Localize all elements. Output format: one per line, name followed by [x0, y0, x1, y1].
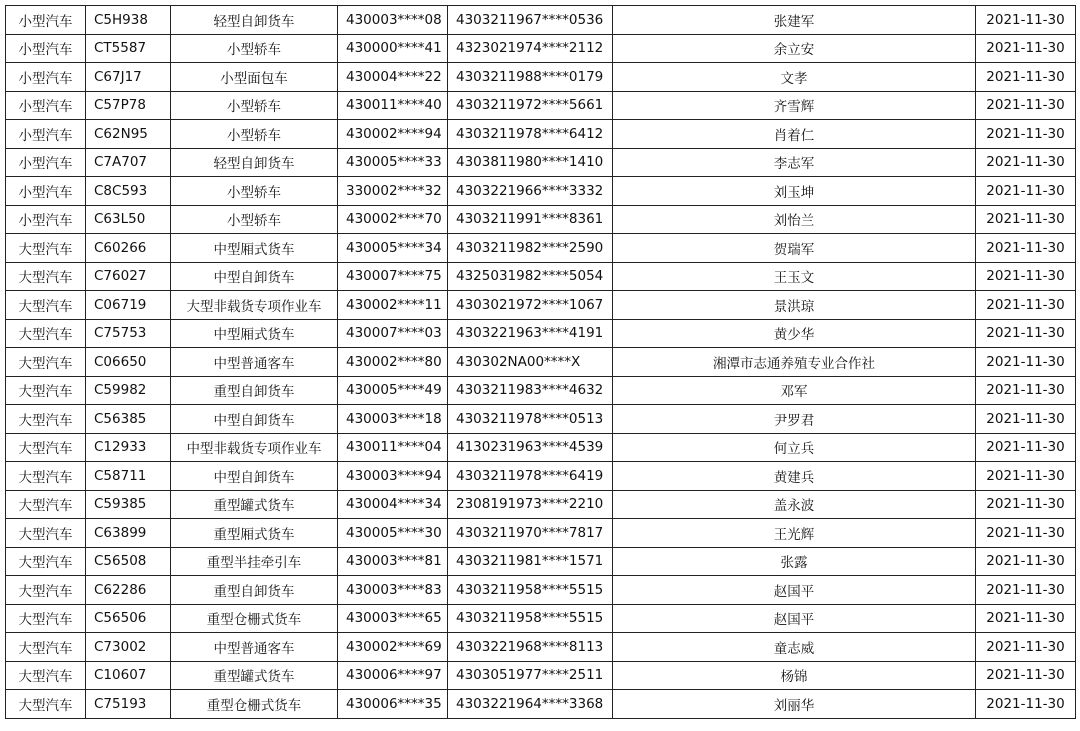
cell-id-number: 4303211967****0536	[448, 6, 613, 35]
cell-code: 430002****69	[338, 633, 448, 662]
cell-code: 430003****65	[338, 604, 448, 633]
cell-plate-number: CT5587	[86, 34, 171, 63]
cell-vehicle-type: 中型自卸货车	[171, 262, 338, 291]
cell-id-number: 4303211978****6419	[448, 462, 613, 491]
cell-vehicle-category: 大型汽车	[6, 661, 86, 690]
table-row	[6, 433, 1076, 462]
cell-owner: 刘玉坤	[613, 177, 976, 206]
cell-vehicle-type: 中型非载货专项作业车	[171, 433, 338, 462]
table-row	[6, 291, 1076, 320]
cell-date: 2021-11-30	[976, 433, 1076, 462]
cell-vehicle-type: 重型仓栅式货车	[171, 604, 338, 633]
cell-vehicle-type: 小型轿车	[171, 34, 338, 63]
table-row	[6, 519, 1076, 548]
cell-id-number: 4303211978****6412	[448, 120, 613, 149]
cell-vehicle-type: 小型轿车	[171, 91, 338, 120]
cell-vehicle-category: 大型汽车	[6, 376, 86, 405]
cell-vehicle-category: 大型汽车	[6, 234, 86, 263]
cell-date: 2021-11-30	[976, 234, 1076, 263]
cell-plate-number: C12933	[86, 433, 171, 462]
cell-id-number: 4303221966****3332	[448, 177, 613, 206]
table-row	[6, 91, 1076, 120]
cell-vehicle-category: 大型汽车	[6, 576, 86, 605]
cell-date: 2021-11-30	[976, 262, 1076, 291]
cell-vehicle-category: 小型汽车	[6, 34, 86, 63]
cell-id-number: 4303211982****2590	[448, 234, 613, 263]
cell-date: 2021-11-30	[976, 177, 1076, 206]
cell-vehicle-type: 重型罐式货车	[171, 490, 338, 519]
cell-code: 430005****30	[338, 519, 448, 548]
cell-date: 2021-11-30	[976, 63, 1076, 92]
cell-vehicle-type: 中型厢式货车	[171, 319, 338, 348]
cell-id-number: 4303211978****0513	[448, 405, 613, 434]
cell-vehicle-type: 小型轿车	[171, 177, 338, 206]
cell-vehicle-category: 大型汽车	[6, 604, 86, 633]
cell-date: 2021-11-30	[976, 291, 1076, 320]
cell-vehicle-category: 大型汽车	[6, 291, 86, 320]
cell-plate-number: C56508	[86, 547, 171, 576]
cell-vehicle-category: 大型汽车	[6, 262, 86, 291]
cell-vehicle-category: 小型汽车	[6, 63, 86, 92]
cell-id-number: 4130231963****4539	[448, 433, 613, 462]
cell-vehicle-category: 大型汽车	[6, 433, 86, 462]
cell-owner: 邓军	[613, 376, 976, 405]
table-row	[6, 148, 1076, 177]
cell-vehicle-category: 大型汽车	[6, 633, 86, 662]
cell-date: 2021-11-30	[976, 348, 1076, 377]
cell-code: 430003****18	[338, 405, 448, 434]
cell-code: 330002****32	[338, 177, 448, 206]
cell-date: 2021-11-30	[976, 462, 1076, 491]
cell-owner: 赵国平	[613, 604, 976, 633]
cell-id-number: 4303211983****4632	[448, 376, 613, 405]
cell-owner: 余立安	[613, 34, 976, 63]
cell-owner: 文孝	[613, 63, 976, 92]
cell-id-number: 4303021972****1067	[448, 291, 613, 320]
table-row	[6, 348, 1076, 377]
cell-owner: 杨锦	[613, 661, 976, 690]
cell-vehicle-category: 小型汽车	[6, 6, 86, 35]
cell-date: 2021-11-30	[976, 205, 1076, 234]
cell-plate-number: C10607	[86, 661, 171, 690]
cell-vehicle-type: 轻型自卸货车	[171, 148, 338, 177]
table-body	[6, 6, 1076, 719]
cell-vehicle-category: 大型汽车	[6, 319, 86, 348]
cell-code: 430005****33	[338, 148, 448, 177]
cell-owner: 何立兵	[613, 433, 976, 462]
cell-id-number: 2308191973****2210	[448, 490, 613, 519]
cell-code: 430003****81	[338, 547, 448, 576]
cell-code: 430004****34	[338, 490, 448, 519]
cell-vehicle-category: 小型汽车	[6, 91, 86, 120]
records-sheet	[5, 5, 1075, 719]
cell-plate-number: C59385	[86, 490, 171, 519]
cell-date: 2021-11-30	[976, 547, 1076, 576]
cell-date: 2021-11-30	[976, 576, 1076, 605]
cell-vehicle-type: 中型厢式货车	[171, 234, 338, 263]
cell-vehicle-category: 大型汽车	[6, 348, 86, 377]
cell-code: 430006****97	[338, 661, 448, 690]
table-row	[6, 177, 1076, 206]
cell-date: 2021-11-30	[976, 91, 1076, 120]
cell-plate-number: C63899	[86, 519, 171, 548]
cell-code: 430006****35	[338, 690, 448, 719]
cell-id-number: 4325031982****5054	[448, 262, 613, 291]
cell-code: 430002****80	[338, 348, 448, 377]
table-row	[6, 462, 1076, 491]
table-row	[6, 319, 1076, 348]
cell-plate-number: C5H938	[86, 6, 171, 35]
cell-date: 2021-11-30	[976, 405, 1076, 434]
cell-vehicle-type: 中型普通客车	[171, 633, 338, 662]
cell-vehicle-type: 中型普通客车	[171, 348, 338, 377]
cell-date: 2021-11-30	[976, 690, 1076, 719]
table-row	[6, 661, 1076, 690]
cell-plate-number: C62N95	[86, 120, 171, 149]
cell-vehicle-category: 小型汽车	[6, 148, 86, 177]
cell-owner: 齐雪辉	[613, 91, 976, 120]
table-row	[6, 34, 1076, 63]
cell-id-number: 4303211958****5515	[448, 604, 613, 633]
cell-plate-number: C67J17	[86, 63, 171, 92]
table-row	[6, 234, 1076, 263]
table-row	[6, 6, 1076, 35]
cell-vehicle-type: 中型自卸货车	[171, 462, 338, 491]
cell-plate-number: C06719	[86, 291, 171, 320]
cell-id-number: 4303211988****0179	[448, 63, 613, 92]
cell-id-number: 4303211991****8361	[448, 205, 613, 234]
cell-owner: 尹罗君	[613, 405, 976, 434]
cell-vehicle-type: 小型轿车	[171, 120, 338, 149]
cell-plate-number: C56506	[86, 604, 171, 633]
cell-vehicle-type: 重型厢式货车	[171, 519, 338, 548]
cell-plate-number: C7A707	[86, 148, 171, 177]
cell-code: 430002****70	[338, 205, 448, 234]
cell-plate-number: C62286	[86, 576, 171, 605]
cell-plate-number: C63L50	[86, 205, 171, 234]
cell-code: 430007****75	[338, 262, 448, 291]
table-row	[6, 205, 1076, 234]
cell-vehicle-type: 重型罐式货车	[171, 661, 338, 690]
cell-date: 2021-11-30	[976, 34, 1076, 63]
cell-id-number: 4303811980****1410	[448, 148, 613, 177]
cell-id-number: 430302NA00****X	[448, 348, 613, 377]
cell-plate-number: C58711	[86, 462, 171, 491]
cell-id-number: 4303051977****2511	[448, 661, 613, 690]
cell-owner: 张露	[613, 547, 976, 576]
cell-plate-number: C56385	[86, 405, 171, 434]
cell-plate-number: C75193	[86, 690, 171, 719]
cell-owner: 刘丽华	[613, 690, 976, 719]
cell-owner: 湘潭市志通养殖专业合作社	[613, 348, 976, 377]
cell-code: 430003****83	[338, 576, 448, 605]
cell-code: 430003****94	[338, 462, 448, 491]
cell-date: 2021-11-30	[976, 148, 1076, 177]
cell-id-number: 4323021974****2112	[448, 34, 613, 63]
cell-date: 2021-11-30	[976, 604, 1076, 633]
cell-code: 430002****11	[338, 291, 448, 320]
table-row	[6, 376, 1076, 405]
cell-vehicle-type: 大型非载货专项作业车	[171, 291, 338, 320]
cell-vehicle-type: 重型自卸货车	[171, 576, 338, 605]
cell-plate-number: C60266	[86, 234, 171, 263]
cell-vehicle-category: 大型汽车	[6, 490, 86, 519]
cell-vehicle-category: 大型汽车	[6, 690, 86, 719]
cell-vehicle-type: 重型半挂牵引车	[171, 547, 338, 576]
cell-owner: 刘怡兰	[613, 205, 976, 234]
cell-date: 2021-11-30	[976, 376, 1076, 405]
table-row	[6, 262, 1076, 291]
cell-vehicle-category: 大型汽车	[6, 405, 86, 434]
cell-id-number: 4303221964****3368	[448, 690, 613, 719]
cell-date: 2021-11-30	[976, 6, 1076, 35]
cell-owner: 贺瑞军	[613, 234, 976, 263]
cell-plate-number: C06650	[86, 348, 171, 377]
cell-owner: 黄少华	[613, 319, 976, 348]
cell-vehicle-type: 小型面包车	[171, 63, 338, 92]
cell-id-number: 4303211970****7817	[448, 519, 613, 548]
cell-id-number: 4303211972****5661	[448, 91, 613, 120]
cell-code: 430003****08	[338, 6, 448, 35]
cell-vehicle-type: 轻型自卸货车	[171, 6, 338, 35]
table-row	[6, 405, 1076, 434]
cell-code: 430002****94	[338, 120, 448, 149]
cell-owner: 李志军	[613, 148, 976, 177]
cell-date: 2021-11-30	[976, 120, 1076, 149]
cell-code: 430011****04	[338, 433, 448, 462]
cell-owner: 王玉文	[613, 262, 976, 291]
cell-vehicle-category: 大型汽车	[6, 519, 86, 548]
cell-owner: 王光辉	[613, 519, 976, 548]
cell-vehicle-category: 小型汽车	[6, 205, 86, 234]
table-row	[6, 120, 1076, 149]
cell-date: 2021-11-30	[976, 319, 1076, 348]
table-row	[6, 576, 1076, 605]
table-row	[6, 690, 1076, 719]
cell-owner: 童志威	[613, 633, 976, 662]
cell-vehicle-category: 小型汽车	[6, 120, 86, 149]
cell-id-number: 4303221968****8113	[448, 633, 613, 662]
table-row	[6, 63, 1076, 92]
cell-owner: 赵国平	[613, 576, 976, 605]
cell-plate-number: C73002	[86, 633, 171, 662]
cell-id-number: 4303221963****4191	[448, 319, 613, 348]
table-row	[6, 547, 1076, 576]
cell-code: 430011****40	[338, 91, 448, 120]
table-row	[6, 490, 1076, 519]
cell-owner: 肖着仁	[613, 120, 976, 149]
cell-plate-number: C75753	[86, 319, 171, 348]
cell-code: 430005****49	[338, 376, 448, 405]
cell-code: 430000****41	[338, 34, 448, 63]
cell-owner: 景洪琼	[613, 291, 976, 320]
table-row	[6, 633, 1076, 662]
cell-date: 2021-11-30	[976, 490, 1076, 519]
cell-date: 2021-11-30	[976, 661, 1076, 690]
cell-vehicle-type: 重型自卸货车	[171, 376, 338, 405]
cell-vehicle-category: 大型汽车	[6, 462, 86, 491]
cell-plate-number: C59982	[86, 376, 171, 405]
cell-code: 430007****03	[338, 319, 448, 348]
cell-plate-number: C57P78	[86, 91, 171, 120]
cell-vehicle-type: 小型轿车	[171, 205, 338, 234]
cell-plate-number: C76027	[86, 262, 171, 291]
cell-id-number: 4303211958****5515	[448, 576, 613, 605]
cell-vehicle-category: 小型汽车	[6, 177, 86, 206]
cell-date: 2021-11-30	[976, 633, 1076, 662]
cell-id-number: 4303211981****1571	[448, 547, 613, 576]
cell-vehicle-category: 大型汽车	[6, 547, 86, 576]
vehicle-records-table	[5, 5, 1076, 719]
cell-plate-number: C8C593	[86, 177, 171, 206]
cell-vehicle-type: 重型仓栅式货车	[171, 690, 338, 719]
cell-code: 430005****34	[338, 234, 448, 263]
cell-date: 2021-11-30	[976, 519, 1076, 548]
cell-vehicle-type: 中型自卸货车	[171, 405, 338, 434]
cell-owner: 黄建兵	[613, 462, 976, 491]
table-row	[6, 604, 1076, 633]
cell-owner: 盖永波	[613, 490, 976, 519]
cell-code: 430004****22	[338, 63, 448, 92]
cell-owner: 张建军	[613, 6, 976, 35]
